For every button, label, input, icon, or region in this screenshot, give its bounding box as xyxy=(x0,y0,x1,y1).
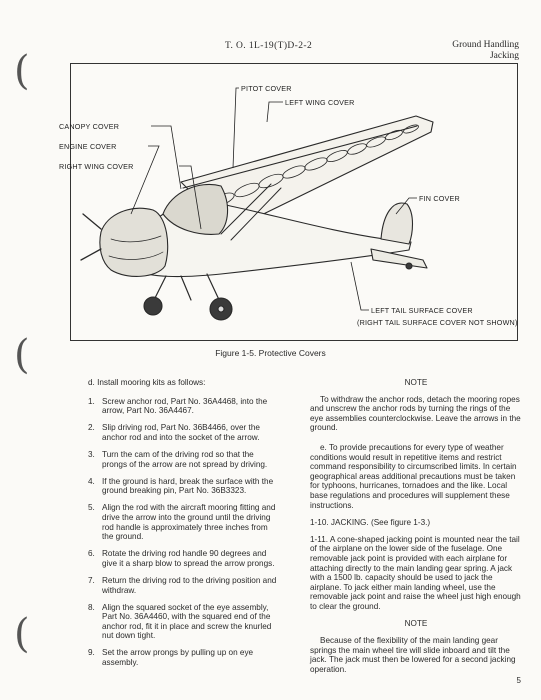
list-item xyxy=(88,648,280,667)
callout-canopy-cover: CANOPY COVER xyxy=(59,122,120,131)
note-text: Because of the flexibility of the main landing gear springs the main wheel tire will slide inboard and tilt the jack. The jack must then be lowered for a second jacking operation. xyxy=(310,636,516,674)
binder-hole-mark: ( xyxy=(14,611,30,657)
item-text: Slip driving rod, Part No. 36B4466, over the anchor rod and into the socket of the arrow. xyxy=(102,423,260,442)
binder-hole-mark: ( xyxy=(14,332,30,378)
item-number: 6. xyxy=(88,549,95,559)
item-number: 3. xyxy=(88,449,95,459)
callout-left-tail-surface-cover: LEFT TAIL SURFACE COVER xyxy=(371,306,473,315)
list-item xyxy=(88,450,280,469)
right-column xyxy=(310,378,522,681)
list-item xyxy=(88,549,280,568)
item-text: Rotate the driving rod handle 90 degrees and give it a sharp blow to spread the arrow prongs. xyxy=(102,549,275,568)
list-item xyxy=(88,576,280,595)
subsection-title: Jacking xyxy=(489,51,519,61)
callout-right-wing-cover: RIGHT WING COVER xyxy=(59,162,134,171)
paragraph-e: e. To provide precautions for every type of weather conditions would result in repetitive items and restrict command responsibility to circumscribed limits. In certain geographical areas additional precautions must be taken for typhoons, hurricanes, tornadoes and the like. Local base regulations and procedures will supplement these instructions. xyxy=(310,442,517,510)
item-text: Screw anchor rod, Part No. 36A4468, into the arrow, Part No. 36A4467. xyxy=(102,396,268,416)
binder-hole-mark: ( xyxy=(14,48,30,94)
callout-pitot-cover: PITOT COVER xyxy=(241,84,292,93)
section-heading-jacking: 1-10. JACKING. (See figure 1-3.) xyxy=(310,518,431,528)
item-text: Set the arrow prongs by pulling up on eye assembly. xyxy=(102,648,254,668)
left-column xyxy=(88,378,280,675)
section-header xyxy=(452,40,519,62)
note-heading: NOTE xyxy=(404,378,428,387)
callout-right-tail-note: (RIGHT TAIL SURFACE COVER NOT SHOWN) xyxy=(357,318,518,327)
item-number: 9. xyxy=(88,648,95,658)
item-text: Align the squared socket of the eye assembly, Part No. 36A4460, with the squared end of the anchor rod, fit it in place and screw the knurled nut down tight. xyxy=(102,602,272,641)
callout-engine-cover: ENGINE COVER xyxy=(59,142,117,151)
item-number: 4. xyxy=(88,476,95,486)
callout-fin-cover: FIN COVER xyxy=(419,194,460,203)
document-number: T. O. 1L-19(T)D-2-2 xyxy=(225,41,313,51)
item-text: Align the rod with the aircraft mooring fitting and drive the arrow into the ground until the driving rod handle is approximately three inches from the ground. xyxy=(102,503,276,542)
figure-box xyxy=(59,63,518,341)
note-heading: NOTE xyxy=(404,619,428,629)
list-item xyxy=(88,603,280,641)
callout-left-wing-cover: LEFT WING COVER xyxy=(285,98,355,107)
list-item xyxy=(88,503,280,541)
section-title: Ground Handling xyxy=(452,40,519,50)
item-number: 2. xyxy=(88,423,95,433)
item-text: Turn the cam of the driving rod so that the prongs of the arrow are not spread by driving. xyxy=(102,449,268,469)
item-number: 7. xyxy=(88,575,95,585)
item-text: If the ground is hard, break the surface with the ground breaking pin, Part No. 36B3323. xyxy=(102,476,274,496)
item-number: 5. xyxy=(88,503,95,513)
item-number: 8. xyxy=(88,602,95,612)
item-number: 1. xyxy=(88,396,95,406)
item-text: Return the driving rod to the driving position and withdraw. xyxy=(102,575,277,595)
paragraph-1-11: 1-11. A cone-shaped jacking point is mounted near the tail of the airplane on the lower side of the fuselage. One removable jack point is provided with each airplane for attaching directly to the main landing gear spring. A jack with a 1500 lb. capacity should be used to jack the airplane. To jack either main landing wheel, use the removable jack point and raise the wheel just high enough to clear the ground. xyxy=(310,534,521,611)
step-intro: d. Install mooring kits as follows: xyxy=(88,378,206,387)
list-item xyxy=(88,477,280,496)
note-text: To withdraw the anchor rods, detach the mooring ropes and unscrew the anchor rods by turning the rings of the eye assemblies counterclockwise. Leave the arrows in the ground. xyxy=(310,394,521,433)
page-number: 5 xyxy=(516,676,521,685)
figure-caption: Figure 1-5. Protective Covers xyxy=(215,348,326,358)
list-item xyxy=(88,397,280,416)
list-item xyxy=(88,423,280,442)
